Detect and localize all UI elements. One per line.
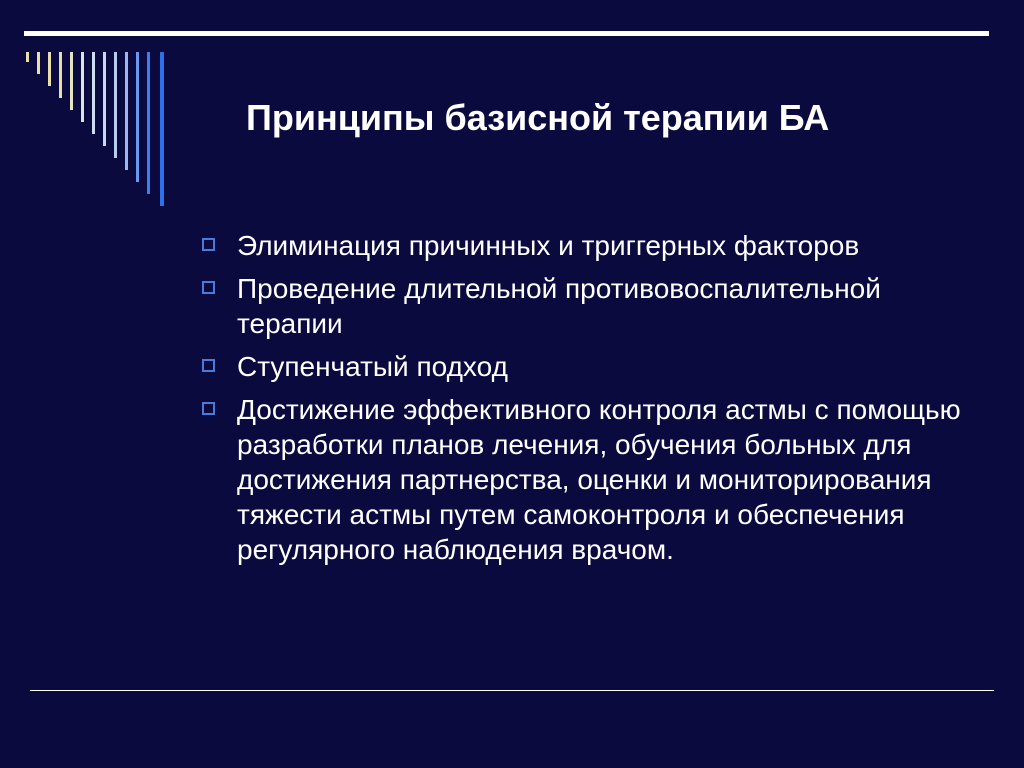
stripe-1 bbox=[26, 52, 29, 62]
bullet-item bbox=[200, 392, 970, 567]
square-bullet-icon bbox=[202, 238, 215, 251]
bottom-rule bbox=[30, 690, 994, 691]
top-rule bbox=[24, 31, 989, 36]
slide-title: Принципы базисной терапии БА bbox=[246, 97, 830, 138]
stripe-6 bbox=[81, 52, 84, 122]
stripe-5 bbox=[70, 52, 73, 110]
stripe-7 bbox=[92, 52, 95, 134]
stripe-12 bbox=[147, 52, 150, 194]
stripe-2 bbox=[37, 52, 40, 74]
stripe-9 bbox=[114, 52, 117, 158]
bullet-item bbox=[200, 349, 970, 384]
square-bullet-icon bbox=[202, 402, 215, 415]
bullet-item bbox=[200, 228, 970, 263]
bullet-text: Элиминация причинных и триггерных факторов bbox=[237, 230, 860, 261]
square-bullet-icon bbox=[202, 359, 215, 372]
bullet-text: Ступенчатый подход bbox=[237, 351, 508, 382]
stripe-4 bbox=[59, 52, 62, 98]
square-bullet-icon bbox=[202, 281, 215, 294]
bullet-text: Достижение эффективного контроля астмы с помощью разработки планов лечения, обучения больных для достижения партнерства, оценки и мониторирования тяжести астмы путем самоконтроля и обеспечения регулярного наблюдения врачом. bbox=[237, 394, 961, 565]
bullet-text: Проведение длительной противовоспалительной терапии bbox=[237, 273, 881, 339]
bullet-list bbox=[200, 228, 970, 575]
bullet-item bbox=[200, 271, 970, 341]
stripe-10 bbox=[125, 52, 128, 170]
stripe-11 bbox=[136, 52, 139, 182]
stripe-3 bbox=[48, 52, 51, 86]
stripe-8 bbox=[103, 52, 106, 146]
stripe-13 bbox=[160, 52, 164, 206]
